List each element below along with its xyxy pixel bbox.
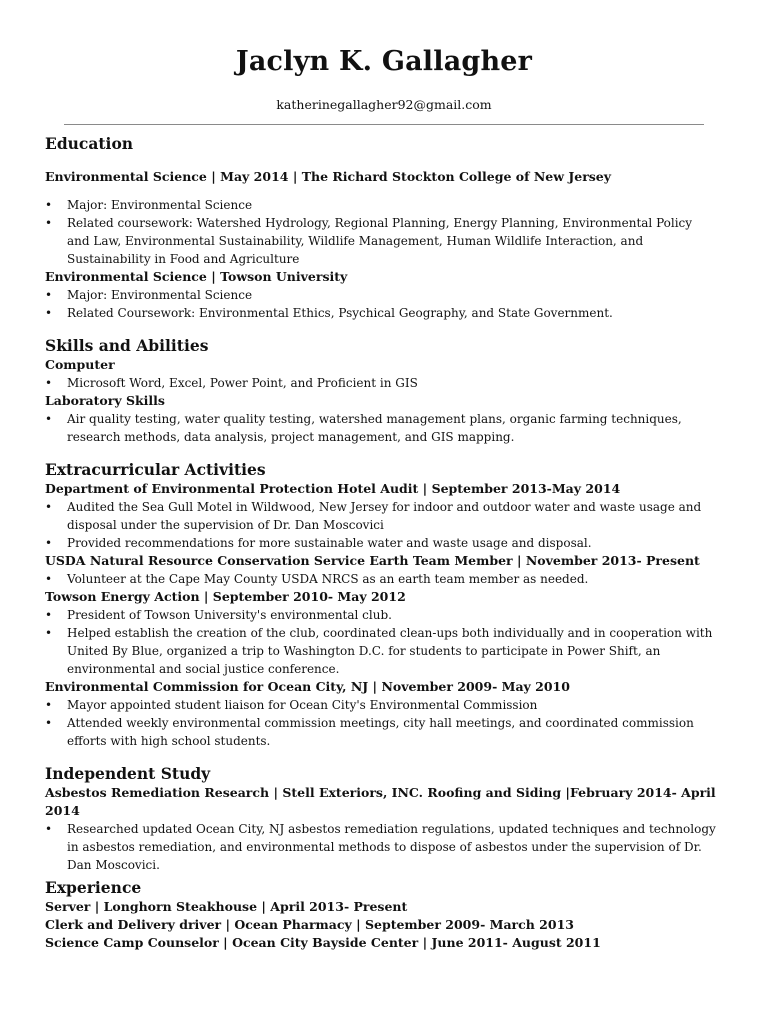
candidate-email: katherinegallagher92@gmail.com [276,97,492,112]
list-item: • Related coursework: Watershed Hydrology, Regional Planning, Energy Planning, Environmental Policy and Law, Environmental Sustainability, Wildlife Management, Human Wildlife Interaction, and Sustainability in Food and Agriculture [45,214,725,268]
list-item: • Mayor appointed student liaison for Ocean City's Environmental Commission [45,696,725,714]
activity-bullets [45,696,725,750]
experience-line: Clerk and Delivery driver | Ocean Pharmacy | September 2009- March 2013 [45,917,574,932]
candidate-name: Jaclyn K. Gallagher [235,46,533,77]
section-title-extracurricular: Extracurricular Activities [45,460,266,479]
skills-group-heading: Laboratory Skills [45,393,165,408]
education-heading: Environmental Science | Towson University [45,269,348,284]
study-heading: Asbestos Remediation Research | Stell Exteriors, INC. Roofing and Siding |February 2014- April 2014 [45,785,716,818]
list-item: • Researched updated Ocean City, NJ asbestos remediation regulations, updated techniques and technology in asbestos remediation, and environmental methods to dispose of asbestos under the supervision of Dr. Dan Moscovici. [45,820,725,874]
education-bullets [45,196,725,268]
experience-line: Server | Longhorn Steakhouse | April 2013- Present [45,899,408,914]
skills-group-heading: Computer [45,357,115,372]
education-bullets [45,286,725,322]
list-item: • Major: Environmental Science [45,196,725,214]
list-item: • Attended weekly environmental commission meetings, city hall meetings, and coordinated commission efforts with high school students. [45,714,725,750]
list-item: • Volunteer at the Cape May County USDA NRCS as an earth team member as needed. [45,570,725,588]
skills-bullets [45,374,725,392]
list-item: • Audited the Sea Gull Motel in Wildwood, New Jersey for indoor and outdoor water and waste usage and disposal under the supervision of Dr. Dan Moscovici [45,498,725,534]
list-item: • Related Coursework: Environmental Ethics, Psychical Geography, and State Government. [45,304,725,322]
list-item: • Major: Environmental Science [45,286,725,304]
list-item: • Provided recommendations for more sustainable water and waste usage and disposal. [45,534,725,552]
section-title-experience: Experience [45,878,142,897]
activity-heading: USDA Natural Resource Conservation Service Earth Team Member | November 2013- Present [45,553,700,568]
activity-bullets [45,570,725,588]
section-title-skills: Skills and Abilities [45,336,209,355]
list-item: • Helped establish the creation of the club, coordinated clean-ups both individually and in cooperation with United By Blue, organized a trip to Washington D.C. for students to participate in Power Shift, an environmental and social justice conference. [45,624,725,678]
skills-bullets [45,410,725,446]
activity-heading: Department of Environmental Protection Hotel Audit | September 2013-May 2014 [45,481,621,496]
activity-heading: Towson Energy Action | September 2010- May 2012 [45,589,406,604]
section-title-independent-study: Independent Study [45,764,211,783]
activity-bullets [45,606,725,678]
resume-content [45,134,725,952]
section-title-education: Education [45,134,134,153]
activity-heading: Environmental Commission for Ocean City, NJ | November 2009- May 2010 [45,679,570,694]
header-divider [64,124,704,125]
experience-line: Science Camp Counselor | Ocean City Bayside Center | June 2011- August 2011 [45,935,601,950]
education-heading: Environmental Science | May 2014 | The Richard Stockton College of New Jersey [45,169,612,184]
activity-bullets [45,498,725,552]
list-item: • Microsoft Word, Excel, Power Point, and Proficient in GIS [45,374,725,392]
list-item: • Air quality testing, water quality testing, watershed management plans, organic farming techniques, research methods, data analysis, project management, and GIS mapping. [45,410,725,446]
list-item: • President of Towson University's environmental club. [45,606,725,624]
study-bullets [45,820,725,874]
